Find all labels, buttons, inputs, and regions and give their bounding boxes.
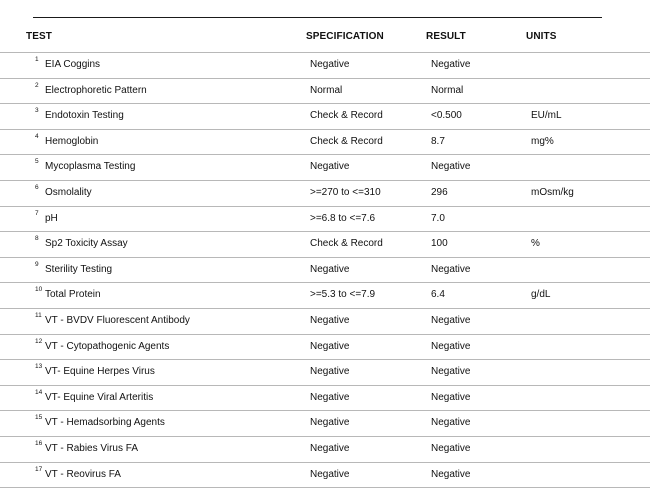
row-result: Negative	[431, 263, 471, 275]
table-row	[0, 232, 650, 258]
row-specification: Negative	[310, 391, 350, 403]
row-specification: Check & Record	[310, 135, 383, 147]
row-result: Normal	[431, 84, 464, 96]
table-row	[0, 283, 650, 309]
row-result: 296	[431, 186, 448, 198]
row-number: 9	[35, 260, 39, 268]
row-result: Negative	[431, 340, 471, 352]
row-specification: Negative	[310, 468, 350, 480]
row-number: 13	[35, 363, 43, 371]
row-result: Negative	[431, 161, 471, 173]
row-units: EU/mL	[531, 110, 562, 122]
results-table	[0, 52, 650, 488]
header-test: TEST	[26, 31, 52, 42]
row-number: 6	[35, 183, 39, 191]
table-row	[0, 411, 650, 437]
row-test-name: pH	[45, 212, 58, 224]
row-specification: >=270 to <=310	[310, 186, 381, 198]
table-row	[0, 104, 650, 130]
row-test-name: VT - BVDV Fluorescent Antibody	[45, 314, 190, 326]
row-units: mOsm/kg	[531, 186, 574, 198]
row-number: 7	[35, 209, 39, 217]
header-result: RESULT	[426, 31, 466, 42]
header-specification: SPECIFICATION	[306, 31, 384, 42]
top-rule	[33, 17, 602, 18]
row-specification: Check & Record	[310, 238, 383, 250]
row-test-name: EIA Coggins	[45, 59, 101, 70]
table-row	[0, 309, 650, 335]
row-test-name: VT- Equine Viral Arteritis	[45, 391, 154, 403]
row-number: 4	[35, 132, 39, 140]
row-specification: Negative	[310, 442, 350, 454]
table-row	[0, 207, 650, 233]
row-result: 7.0	[431, 212, 445, 224]
row-specification: Normal	[310, 84, 343, 96]
row-number: 3	[35, 107, 39, 115]
row-result: Negative	[431, 417, 471, 429]
row-specification: Negative	[310, 417, 350, 429]
row-test-name: Total Protein	[45, 289, 101, 301]
row-test-name: Sterility Testing	[45, 263, 113, 275]
row-specification: Negative	[310, 161, 350, 173]
row-result: 100	[431, 238, 448, 250]
table-row	[0, 386, 650, 412]
row-specification: Negative	[310, 366, 350, 378]
row-number: 17	[35, 465, 43, 473]
table-row	[0, 335, 650, 361]
row-units: mg%	[531, 135, 554, 147]
row-test-name: Mycoplasma Testing	[45, 161, 136, 173]
row-number: 16	[35, 439, 43, 447]
row-result: Negative	[431, 366, 471, 378]
row-number: 14	[35, 388, 43, 396]
row-specification: Negative	[310, 340, 350, 352]
table-header	[0, 27, 650, 47]
table-row	[0, 437, 650, 463]
row-number: 1	[35, 56, 39, 63]
table-row	[0, 155, 650, 181]
row-result: <0.500	[431, 110, 462, 122]
row-test-name: VT - Reovirus FA	[45, 468, 121, 480]
row-test-name: VT- Equine Herpes Virus	[45, 366, 155, 378]
table-row	[0, 79, 650, 105]
row-specification: Negative	[310, 263, 350, 275]
row-result: Negative	[431, 468, 471, 480]
row-test-name: VT - Cytopathogenic Agents	[45, 340, 170, 352]
row-specification: >=6.8 to <=7.6	[310, 212, 376, 224]
row-number: 10	[35, 286, 43, 294]
row-units: %	[531, 238, 540, 250]
row-result: Negative	[431, 314, 471, 326]
table-row	[0, 130, 650, 156]
table-row	[0, 181, 650, 207]
table-row	[0, 52, 650, 79]
row-result: 8.7	[431, 135, 445, 147]
row-specification: Negative	[310, 59, 350, 70]
row-result: Negative	[431, 442, 471, 454]
row-number: 5	[35, 158, 39, 166]
row-result: Negative	[431, 391, 471, 403]
row-specification: Negative	[310, 314, 350, 326]
row-specification: Check & Record	[310, 110, 383, 122]
row-test-name: Endotoxin Testing	[45, 110, 124, 122]
row-test-name: VT - Rabies Virus FA	[45, 442, 138, 454]
table-row	[0, 360, 650, 386]
row-number: 2	[35, 81, 39, 89]
row-units: g/dL	[531, 289, 551, 301]
row-result: Negative	[431, 59, 471, 70]
row-number: 12	[35, 337, 43, 345]
row-specification: >=5.3 to <=7.9	[310, 289, 376, 301]
row-test-name: Electrophoretic Pattern	[45, 84, 147, 96]
row-test-name: Hemoglobin	[45, 135, 99, 147]
row-result: 6.4	[431, 289, 445, 301]
table-row	[0, 463, 650, 489]
header-units: UNITS	[526, 31, 557, 42]
table-row	[0, 258, 650, 284]
row-test-name: Osmolality	[45, 186, 92, 198]
row-test-name: Sp2 Toxicity Assay	[45, 238, 128, 250]
row-number: 15	[35, 414, 43, 422]
row-number: 8	[35, 235, 39, 243]
row-number: 11	[35, 311, 42, 319]
row-test-name: VT - Hemadsorbing Agents	[45, 417, 165, 429]
